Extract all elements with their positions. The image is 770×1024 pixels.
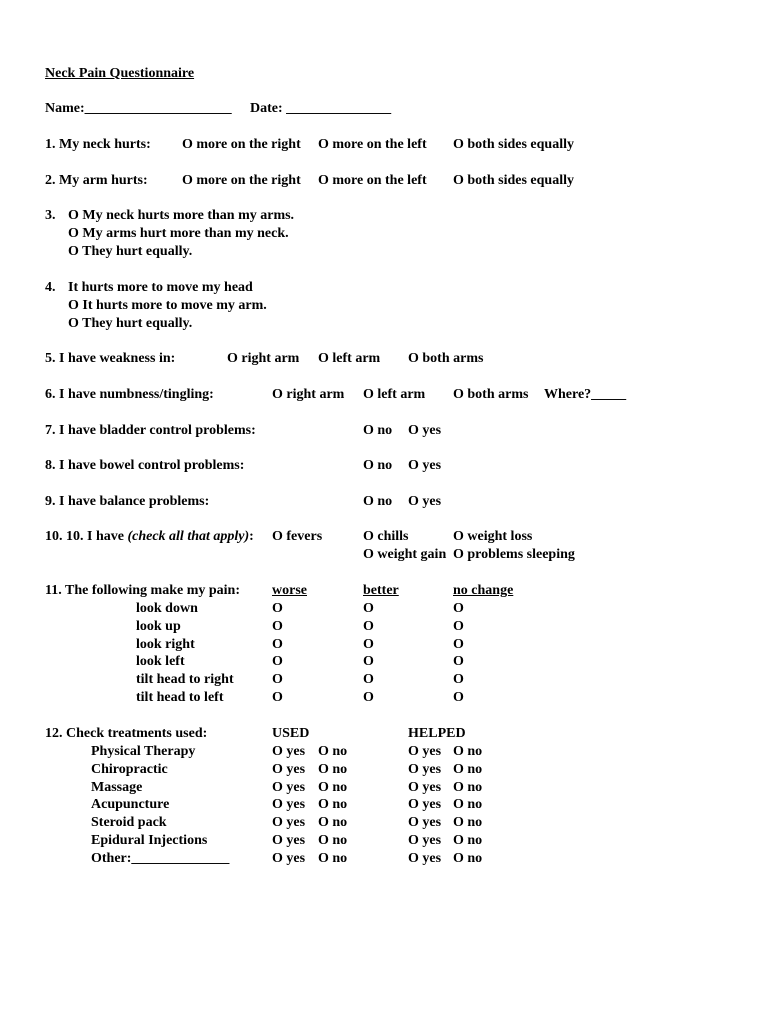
q12-treatment-label: Physical Therapy [91,744,196,759]
q12-helped-no[interactable]: O no [453,744,483,759]
q10-label-italic: (check all that apply) [127,529,250,544]
q3-option-arms[interactable]: O My arms hurt more than my neck. [68,226,289,241]
q10-option-chills[interactable]: O chills [363,529,409,544]
q12-helped-no[interactable]: O no [453,797,483,812]
date-field[interactable]: Date: _______________ [250,101,392,116]
q2-option-left[interactable]: O more on the left [318,173,427,188]
q11-label: 11. The following make my pain: [45,583,240,598]
q1-label: 1. My neck hurts: [45,137,151,152]
q12-used-no[interactable]: O no [318,851,348,866]
q11-no-change-option[interactable]: O [453,637,464,652]
q11-row-label: look right [136,637,195,652]
q2-option-right[interactable]: O more on the right [182,173,301,188]
q11-worse-option[interactable]: O [272,601,283,616]
q4-option-arm[interactable]: O It hurts more to move my arm. [68,298,267,313]
q12-helped-yes[interactable]: O yes [408,744,442,759]
q11-worse-option[interactable]: O [272,690,283,705]
q11-no-change-option[interactable]: O [453,601,464,616]
q12-used-no[interactable]: O no [318,780,348,795]
q11-no-change-option[interactable]: O [453,654,464,669]
q11-worse-option[interactable]: O [272,619,283,634]
q5-label: 5. I have weakness in: [45,351,176,366]
q11-col-better: better [363,583,399,598]
q1-option-right[interactable]: O more on the right [182,137,301,152]
q11-col-worse: worse [272,583,307,598]
q10-option-problems-sleeping[interactable]: O problems sleeping [453,547,575,562]
q10-option-fevers[interactable]: O fevers [272,529,323,544]
q8-option-yes[interactable]: O yes [408,458,442,473]
q10-label-suffix: : [249,529,254,544]
q12-helped-yes[interactable]: O yes [408,780,442,795]
q12-helped-no[interactable]: O no [453,833,483,848]
q7-option-no[interactable]: O no [363,423,393,438]
q8-label: 8. I have bowel control problems: [45,458,245,473]
q12-helped-yes[interactable]: O yes [408,815,442,830]
q11-worse-option[interactable]: O [272,654,283,669]
q2-option-both[interactable]: O both sides equally [453,173,574,188]
q12-treatment-label: Massage [91,780,143,795]
q10-option-weight-gain[interactable]: O weight gain [363,547,447,562]
q12-used-no[interactable]: O no [318,744,348,759]
q12-used-no[interactable]: O no [318,762,348,777]
q10-label [45,529,254,545]
q8-option-no[interactable]: O no [363,458,393,473]
q4-option-head[interactable]: It hurts more to move my head [68,280,253,295]
q12-used-yes[interactable]: O yes [272,815,306,830]
q12-helped-yes[interactable]: O yes [408,851,442,866]
q11-better-option[interactable]: O [363,690,374,705]
q12-helped-no[interactable]: O no [453,780,483,795]
q11-row-label: tilt head to left [136,690,224,705]
q11-better-option[interactable]: O [363,619,374,634]
q12-used-yes[interactable]: O yes [272,833,306,848]
q5-option-both-arms[interactable]: O both arms [408,351,484,366]
q12-helped-no[interactable]: O no [453,851,483,866]
q11-better-option[interactable]: O [363,672,374,687]
q12-helped-yes[interactable]: O yes [408,762,442,777]
q12-used-no[interactable]: O no [318,815,348,830]
q6-option-both-arms[interactable]: O both arms [453,387,529,402]
q4-number: 4. [45,280,56,295]
q11-row-label: look down [136,601,198,616]
q12-used-yes[interactable]: O yes [272,851,306,866]
name-field[interactable]: Name:_____________________ [45,101,232,116]
q5-option-left-arm[interactable]: O left arm [318,351,381,366]
q12-used-yes[interactable]: O yes [272,797,306,812]
q9-option-yes[interactable]: O yes [408,494,442,509]
q11-row-label: look up [136,619,181,634]
q9-label: 9. I have balance problems: [45,494,210,509]
page-title: Neck Pain Questionnaire [45,66,195,81]
q12-treatment-label: Acupuncture [91,797,170,812]
q12-used-yes[interactable]: O yes [272,780,306,795]
q3-number: 3. [45,208,56,223]
q10-label-prefix: 10. 10. I have [45,529,128,544]
q6-label: 6. I have numbness/tingling: [45,387,214,402]
q6-option-right-arm[interactable]: O right arm [272,387,345,402]
q12-label: 12. Check treatments used: [45,726,208,741]
q3-option-neck[interactable]: O My neck hurts more than my arms. [68,208,295,223]
q4-option-equal[interactable]: O They hurt equally. [68,316,193,331]
q12-used-yes[interactable]: O yes [272,762,306,777]
q1-option-both[interactable]: O both sides equally [453,137,574,152]
q7-label: 7. I have bladder control problems: [45,423,256,438]
q11-col-no-change: no change [453,583,514,598]
q11-row-label: look left [136,654,185,669]
q12-treatment-label: Steroid pack [91,815,167,830]
q3-option-equal[interactable]: O They hurt equally. [68,244,193,259]
q6-where-field[interactable]: Where?_____ [544,387,627,402]
q2-label: 2. My arm hurts: [45,173,148,188]
q11-better-option[interactable]: O [363,654,374,669]
q12-helped-no[interactable]: O no [453,815,483,830]
q12-treatment-label: Chiropractic [91,762,168,777]
q11-better-option[interactable]: O [363,601,374,616]
q12-helped-yes[interactable]: O yes [408,833,442,848]
q7-option-yes[interactable]: O yes [408,423,442,438]
q11-worse-option[interactable]: O [272,672,283,687]
q11-better-option[interactable]: O [363,637,374,652]
q6-option-left-arm[interactable]: O left arm [363,387,426,402]
q12-helped-no[interactable]: O no [453,762,483,777]
q12-col-used: USED [272,726,310,741]
q12-helped-yes[interactable]: O yes [408,797,442,812]
q11-no-change-option[interactable]: O [453,672,464,687]
q12-col-helped: HELPED [408,726,466,741]
q12-other-field[interactable]: Other:______________ [91,851,230,866]
q12-used-no[interactable]: O no [318,797,348,812]
q12-treatment-label: Epidural Injections [91,833,208,848]
q1-option-left[interactable]: O more on the left [318,137,427,152]
q12-used-no[interactable]: O no [318,833,348,848]
q12-used-yes[interactable]: O yes [272,744,306,759]
q11-row-label: tilt head to right [136,672,234,687]
q11-no-change-option[interactable]: O [453,690,464,705]
q5-option-right-arm[interactable]: O right arm [227,351,300,366]
q11-worse-option[interactable]: O [272,637,283,652]
q11-no-change-option[interactable]: O [453,619,464,634]
q9-option-no[interactable]: O no [363,494,393,509]
q10-option-weight-loss[interactable]: O weight loss [453,529,533,544]
